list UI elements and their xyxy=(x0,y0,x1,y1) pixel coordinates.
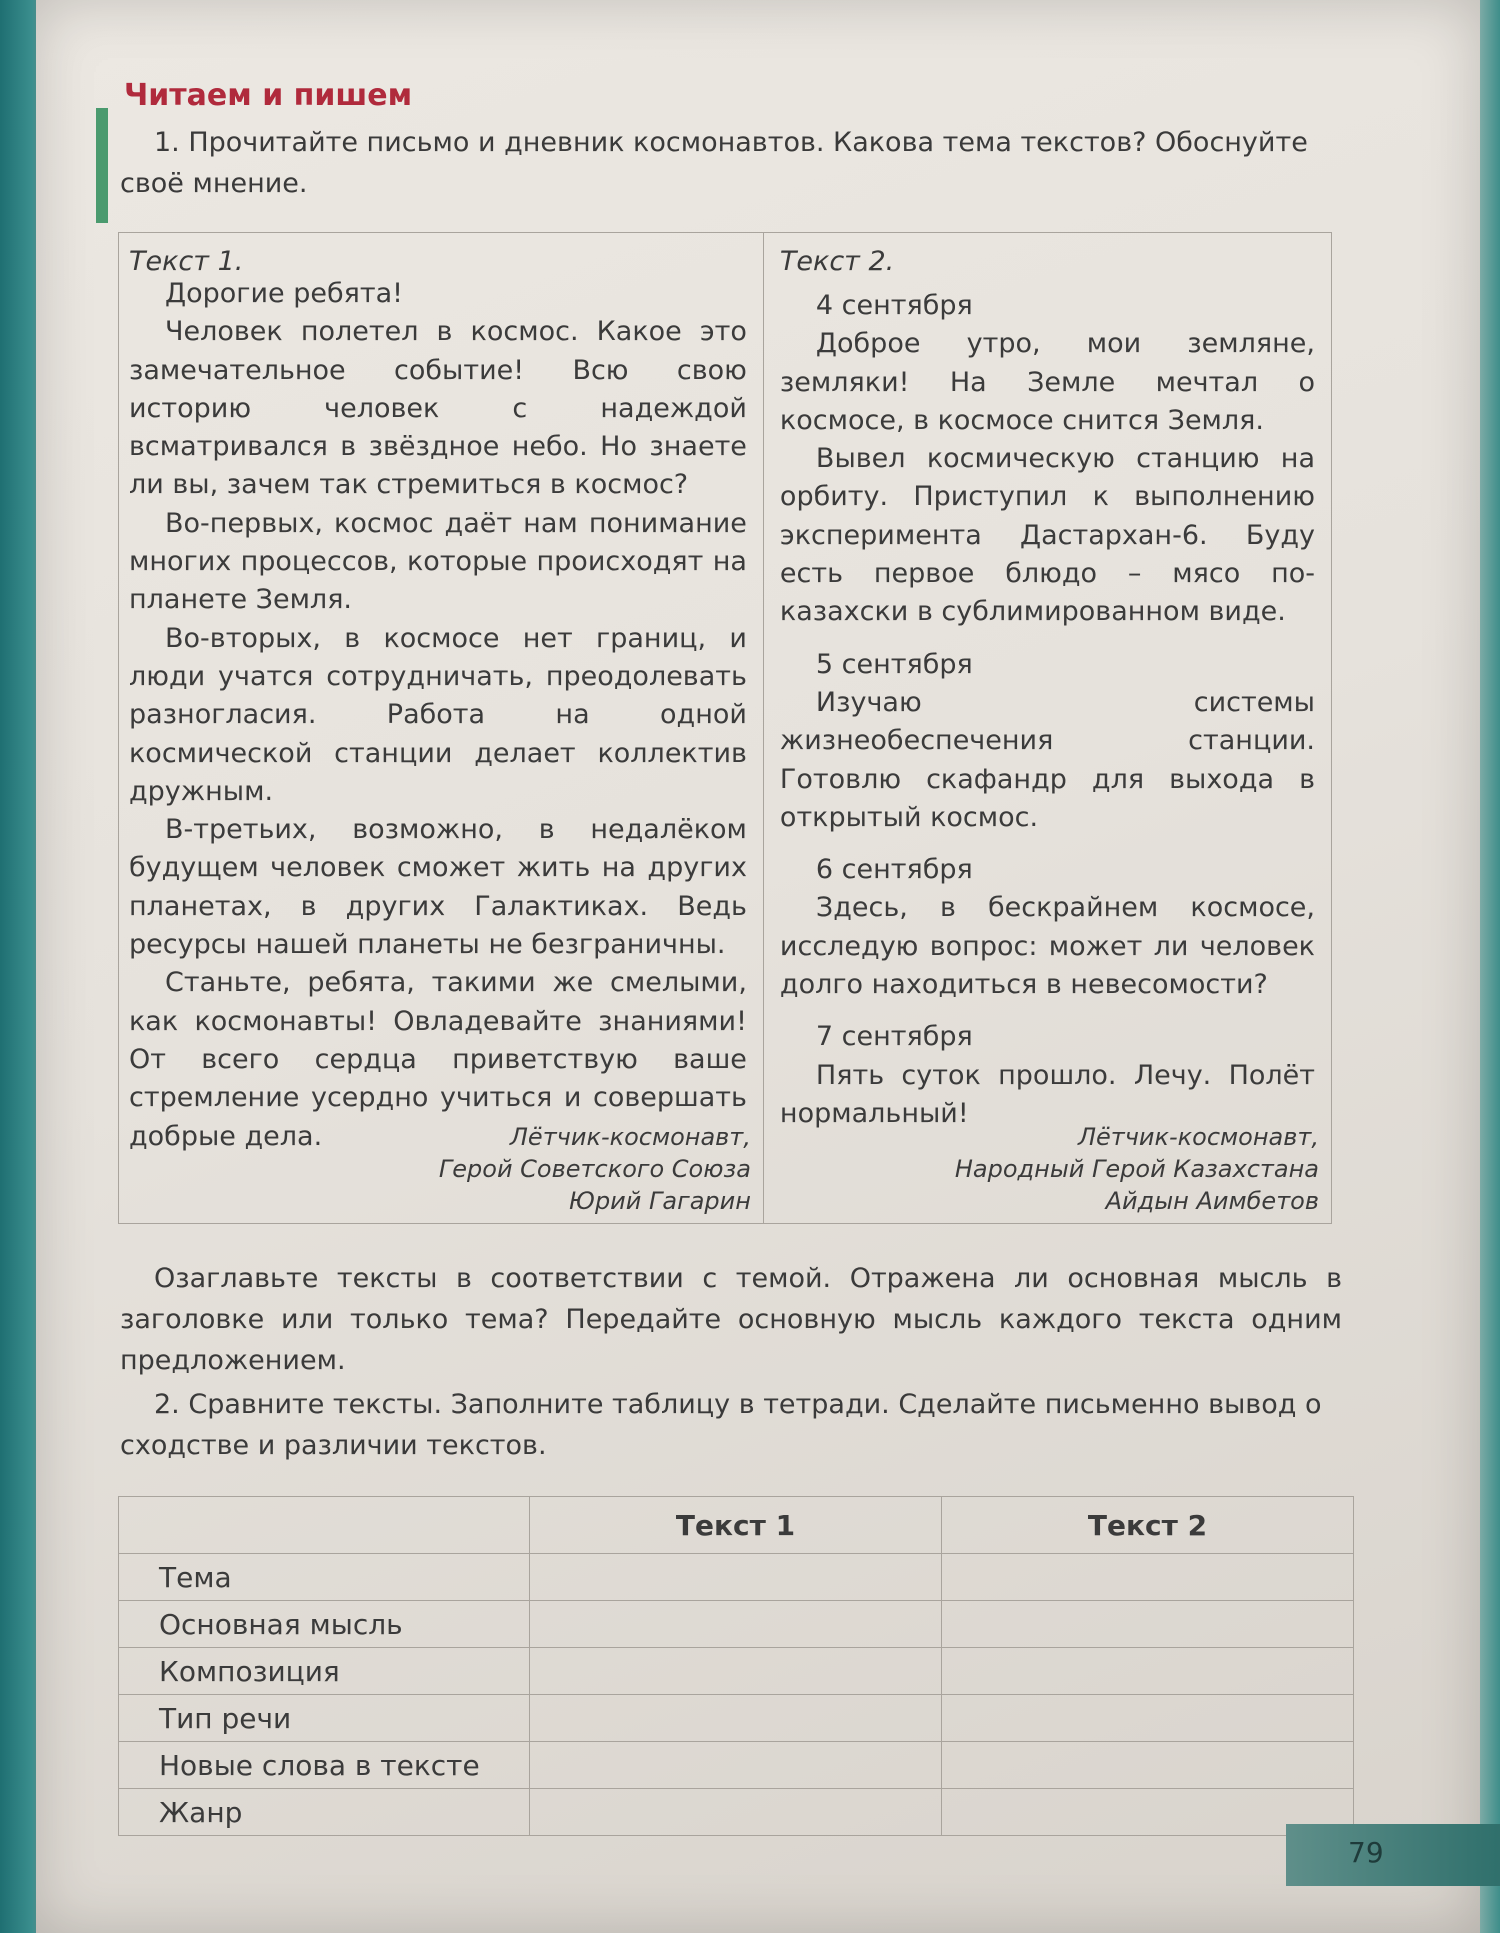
task-1-line-1: 1. Прочитайте письмо и дневник космонавтов. Какова тема текстов? Обоснуйте xyxy=(154,127,1308,158)
text-2-label: Текст 2. xyxy=(779,246,895,277)
table-cell xyxy=(530,1554,942,1601)
table-row xyxy=(119,1695,1354,1742)
text-2-signature xyxy=(955,1121,1319,1217)
title-task-text: Озаглавьте тексты в соответствии с темой. Отражена ли основная мысль в заголовке или только тема? Передайте основную мысль каждого текста одним предложением. xyxy=(120,1263,1342,1376)
diary-date: 7 сентября xyxy=(815,1021,973,1053)
table-header-cell: Текст 2 xyxy=(942,1497,1354,1554)
text-1-paragraph: Во-первых, космос даёт нам понимание многих процессов, которые происходят на планете Земля. xyxy=(129,507,747,616)
signature-line: Лётчик-космонавт, xyxy=(509,1123,751,1151)
table-cell xyxy=(530,1648,942,1695)
table-row xyxy=(119,1648,1354,1695)
table-row-label: Тип речи xyxy=(119,1695,530,1742)
diary-paragraph: Изучаю системы жизнеобеспечения станции. Готовлю скафандр для выхода в открытый космос. xyxy=(779,686,1315,833)
text-1-paragraph: В-третьих, возможно, в недалёком будущем человек сможет жить на других планетах, в других Галактиках. Ведь ресурсы нашей планеты не безграничны. xyxy=(129,814,747,961)
text-1-signature xyxy=(439,1121,751,1217)
texts-box xyxy=(118,232,1332,1224)
table-row xyxy=(119,1554,1354,1601)
task-2 xyxy=(120,1384,1346,1466)
table-cell xyxy=(942,1601,1354,1648)
text-1-paragraph: Станьте, ребята, такими же смелыми, как космонавты! Овладевайте знаниями! От всего сердца приветствую ваше стремление усердно учиться и совершать добрые дела. xyxy=(129,967,747,1152)
signature-line: Народный Герой Казахстана xyxy=(954,1155,1319,1183)
diary-date: 5 сентября xyxy=(815,648,973,680)
textbook-page xyxy=(36,0,1480,1933)
signature-line: Герой Советского Союза xyxy=(438,1155,751,1183)
table-cell xyxy=(530,1742,942,1789)
section-title: Читаем и пишем xyxy=(124,78,413,113)
table-row xyxy=(119,1789,1354,1836)
diary-date: 6 сентября xyxy=(815,854,973,886)
table-cell xyxy=(942,1742,1354,1789)
page-number: 79 xyxy=(1348,1836,1384,1869)
signature-line: Юрий Гагарин xyxy=(569,1187,751,1215)
table-header-cell xyxy=(119,1497,530,1554)
table-row-label: Композиция xyxy=(119,1648,530,1695)
table-row-label: Тема xyxy=(119,1554,530,1601)
table-row-label: Новые слова в тексте xyxy=(119,1742,530,1789)
table-row-label: Жанр xyxy=(119,1789,530,1836)
task-1-line-2: своё мнение. xyxy=(120,168,308,199)
diary-paragraph: Пять суток прошло. Лечу. Полёт нормальный! xyxy=(779,1059,1315,1129)
text-1-column xyxy=(119,233,764,1223)
section-accent-bar xyxy=(96,108,108,223)
table-row xyxy=(119,1742,1354,1789)
table-cell xyxy=(942,1554,1354,1601)
table-cell xyxy=(942,1648,1354,1695)
signature-line: Айдын Аимбетов xyxy=(1105,1187,1319,1215)
diary-date: 4 сентября xyxy=(815,290,973,321)
table-row-label: Основная мысль xyxy=(119,1601,530,1648)
text-1-label: Текст 1. xyxy=(129,246,244,277)
table-header-row xyxy=(119,1497,1354,1554)
comparison-table xyxy=(118,1496,1354,1836)
diary-paragraph: Вывел космическую станцию на орбиту. Приступил к выполнению эксперимента Дастархан-6. Буду есть первое блюдо – мясо по-казахски в сублимированном виде. xyxy=(779,443,1315,628)
task-2-text: 2. Сравните тексты. Заполните таблицу в тетради. Сделайте письменно вывод о сходстве и различии текстов. xyxy=(120,1389,1322,1461)
table-cell xyxy=(530,1601,942,1648)
title-task xyxy=(120,1258,1342,1381)
table-row xyxy=(119,1601,1354,1648)
diary-paragraph: Здесь, в бескрайнем космосе, исследую вопрос: может ли человек долго находиться в невесомости? xyxy=(779,892,1315,1001)
table-header-cell: Текст 1 xyxy=(530,1497,942,1554)
table-cell xyxy=(942,1695,1354,1742)
diary-paragraph: Доброе утро, мои земляне, земляки! На Земле мечтал о космосе, в космосе снится Земля. xyxy=(779,328,1315,436)
text-1-paragraph: Во-вторых, в космосе нет границ, и люди учатся сотрудничать, преодолевать разногласия. Работа на одной космической станции делает коллектив дружным. xyxy=(129,622,747,807)
text-2-column xyxy=(764,233,1331,1223)
table-cell xyxy=(530,1695,942,1742)
page-number-bar xyxy=(1286,1824,1500,1886)
text-1-paragraph: Человек полетел в космос. Какое это замечательное событие! Всю свою историю человек с надеждой всматривался в звёздное небо. Но знаете ли вы, зачем так стремиться в космос? xyxy=(129,316,747,501)
text-1-greeting: Дорогие ребята! xyxy=(165,278,403,309)
signature-line: Лётчик-космонавт, xyxy=(1077,1123,1319,1151)
table-cell xyxy=(530,1789,942,1836)
task-1 xyxy=(120,122,1344,204)
